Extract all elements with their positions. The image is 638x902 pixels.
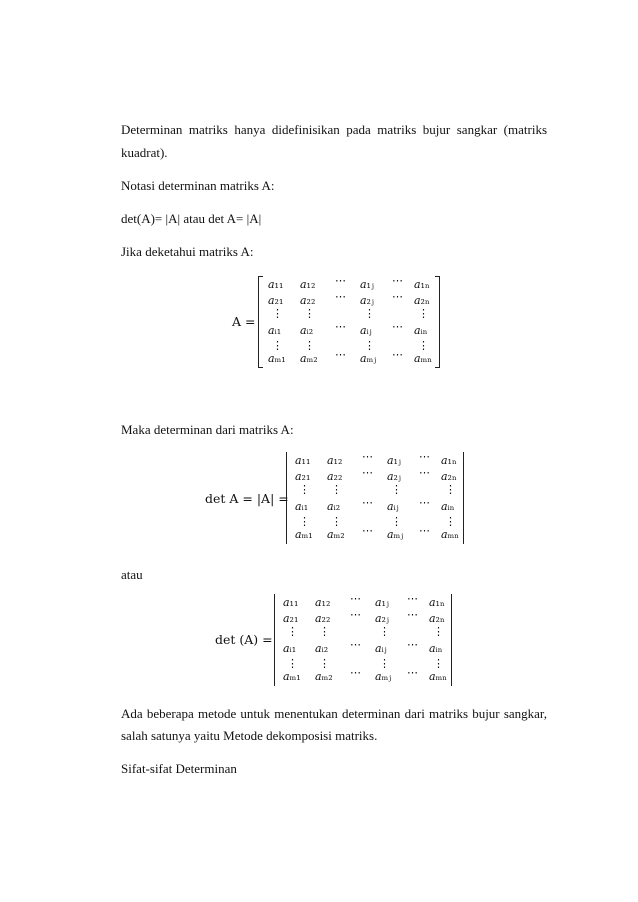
paragraph-methods-line1: Ada beberapa metode untuk menentukan determinan dari matriks bujur sangkar, <box>121 706 547 721</box>
matrix-cell: 𝑎ᵢₙ <box>429 642 443 655</box>
matrix-cell: ⋮ <box>445 515 456 528</box>
matrix-cell: 𝑎₁₂ <box>315 596 331 609</box>
matrix-cell: 𝑎₂ₙ <box>429 612 445 625</box>
matrix-cell: ⋮ <box>418 339 429 352</box>
matrix-cell: 𝑎ₘₙ <box>414 352 433 365</box>
matrix-cell: 𝑎₁₁ <box>283 596 299 609</box>
equation-2-lhs: det A = |A| = <box>205 491 289 506</box>
matrix-cell: 𝑎ᵢ₁ <box>295 500 309 513</box>
equation-3-right-bar <box>451 594 452 686</box>
matrix-cell: ⋯ <box>335 320 347 333</box>
matrix-cell: 𝑎ᵢⱼ <box>387 500 399 513</box>
matrix-cell: 𝑎ₘ₁ <box>295 528 313 541</box>
matrix-cell: 𝑎ₘⱼ <box>387 528 404 541</box>
matrix-cell: 𝑎ₘⱼ <box>375 670 392 683</box>
matrix-cell: 𝑎ᵢₙ <box>414 324 428 337</box>
matrix-cell: ⋯ <box>362 496 374 509</box>
matrix-cell: 𝑎₂₁ <box>295 470 311 483</box>
matrix-cell: 𝑎ₘ₂ <box>327 528 345 541</box>
matrix-cell: 𝑎ₘ₁ <box>268 352 286 365</box>
matrix-cell: ⋮ <box>433 657 444 670</box>
matrix-cell: 𝑎ₘₙ <box>441 528 460 541</box>
matrix-cell: ⋯ <box>335 348 347 361</box>
matrix-cell: 𝑎₂ⱼ <box>360 294 374 307</box>
matrix-cell: 𝑎₁₂ <box>327 454 343 467</box>
matrix-cell: 𝑎₁ₙ <box>429 596 445 609</box>
matrix-cell: ⋮ <box>304 339 315 352</box>
equation-1-matrix <box>262 274 440 368</box>
matrix-cell: ⋮ <box>287 625 298 638</box>
matrix-cell: ⋮ <box>299 483 310 496</box>
matrix-cell: ⋮ <box>391 483 402 496</box>
equation-2-right-bar <box>463 452 464 544</box>
matrix-cell: ⋯ <box>407 638 419 651</box>
matrix-cell: 𝑎ᵢⱼ <box>360 324 372 337</box>
matrix-cell: 𝑎₂ₙ <box>414 294 430 307</box>
matrix-cell: ⋮ <box>287 657 298 670</box>
matrix-cell: 𝑎₂₂ <box>315 612 331 625</box>
paragraph-given-matrix: Jika deketahui matriks A: <box>121 244 254 259</box>
matrix-cell: ⋯ <box>419 450 431 463</box>
matrix-cell: 𝑎₁ⱼ <box>360 278 374 291</box>
equation-2-matrix <box>289 450 467 544</box>
matrix-cell: 𝑎ₘ₂ <box>300 352 318 365</box>
matrix-cell: 𝑎ᵢ₂ <box>300 324 314 337</box>
matrix-cell: ⋯ <box>335 274 347 287</box>
matrix-cell: ⋮ <box>364 307 375 320</box>
matrix-cell: ⋮ <box>304 307 315 320</box>
matrix-cell: 𝑎₂₁ <box>283 612 299 625</box>
equation-1-right-bracket <box>435 276 440 368</box>
matrix-cell: ⋯ <box>350 638 362 651</box>
equation-3-left-bar <box>274 594 275 686</box>
matrix-cell: 𝑎ᵢₙ <box>441 500 455 513</box>
paragraph-or: atau <box>121 567 143 582</box>
matrix-cell: ⋮ <box>391 515 402 528</box>
paragraph-notation: Notasi determinan matriks A: <box>121 178 275 193</box>
matrix-cell: ⋮ <box>445 483 456 496</box>
matrix-cell: 𝑎₁₁ <box>295 454 311 467</box>
matrix-cell: ⋯ <box>392 348 404 361</box>
matrix-cell: ⋮ <box>364 339 375 352</box>
matrix-cell: ⋮ <box>379 657 390 670</box>
paragraph-notation-formula: det(A)= |A| atau det A= |A| <box>121 211 262 226</box>
matrix-cell: ⋯ <box>335 290 347 303</box>
matrix-cell: 𝑎ᵢ₂ <box>327 500 341 513</box>
matrix-cell: ⋯ <box>407 592 419 605</box>
paragraph-methods-line2: salah satunya yaitu Metode dekomposisi matriks. <box>121 728 378 743</box>
equation-3-matrix <box>277 592 455 686</box>
matrix-cell: 𝑎₂₂ <box>327 470 343 483</box>
matrix-cell: ⋯ <box>350 592 362 605</box>
matrix-cell: 𝑎₂₁ <box>268 294 284 307</box>
matrix-cell: 𝑎₂₂ <box>300 294 316 307</box>
equation-1-lhs: A = <box>232 314 256 329</box>
matrix-cell: ⋯ <box>407 608 419 621</box>
paragraph-definition-line2: kuadrat). <box>121 145 168 160</box>
matrix-cell: ⋯ <box>362 524 374 537</box>
matrix-cell: 𝑎₂ⱼ <box>375 612 389 625</box>
paragraph-definition-line1: Determinan matriks hanya didefinisikan pada matriks bujur sangkar (matriks <box>121 122 547 137</box>
matrix-cell: 𝑎ₘ₂ <box>315 670 333 683</box>
matrix-cell: ⋯ <box>407 666 419 679</box>
paragraph-properties-heading: Sifat-sifat Determinan <box>121 761 237 776</box>
matrix-cell: 𝑎₁ⱼ <box>387 454 401 467</box>
matrix-cell: ⋮ <box>331 483 342 496</box>
paragraph-determinant-intro: Maka determinan dari matriks A: <box>121 422 294 437</box>
matrix-cell: ⋮ <box>433 625 444 638</box>
matrix-cell: ⋮ <box>331 515 342 528</box>
matrix-cell: 𝑎ₘ₁ <box>283 670 301 683</box>
matrix-cell: 𝑎₁₁ <box>268 278 284 291</box>
matrix-cell: 𝑎₁₂ <box>300 278 316 291</box>
matrix-cell: ⋯ <box>350 666 362 679</box>
matrix-cell: ⋯ <box>362 450 374 463</box>
matrix-cell: 𝑎ᵢⱼ <box>375 642 387 655</box>
matrix-cell: ⋯ <box>392 320 404 333</box>
matrix-cell: ⋮ <box>272 339 283 352</box>
matrix-cell: ⋮ <box>319 625 330 638</box>
matrix-cell: 𝑎ᵢ₁ <box>283 642 297 655</box>
matrix-cell: 𝑎ₘₙ <box>429 670 448 683</box>
matrix-cell: 𝑎₁ₙ <box>414 278 430 291</box>
matrix-cell: 𝑎₂ₙ <box>441 470 457 483</box>
matrix-cell: ⋮ <box>379 625 390 638</box>
matrix-cell: 𝑎ᵢ₂ <box>315 642 329 655</box>
matrix-cell: ⋮ <box>319 657 330 670</box>
matrix-cell: ⋯ <box>419 496 431 509</box>
equation-3-lhs: det (A) = <box>215 632 273 647</box>
matrix-cell: ⋮ <box>272 307 283 320</box>
matrix-cell: 𝑎₂ⱼ <box>387 470 401 483</box>
matrix-cell: ⋯ <box>350 608 362 621</box>
equation-2-left-bar <box>286 452 287 544</box>
matrix-cell: 𝑎₁ₙ <box>441 454 457 467</box>
matrix-cell: ⋮ <box>299 515 310 528</box>
matrix-cell: 𝑎ₘⱼ <box>360 352 377 365</box>
matrix-cell: ⋯ <box>419 466 431 479</box>
matrix-cell: ⋯ <box>362 466 374 479</box>
matrix-cell: 𝑎ᵢ₁ <box>268 324 282 337</box>
matrix-cell: ⋯ <box>392 274 404 287</box>
matrix-cell: 𝑎₁ⱼ <box>375 596 389 609</box>
matrix-cell: ⋮ <box>418 307 429 320</box>
matrix-cell: ⋯ <box>392 290 404 303</box>
matrix-cell: ⋯ <box>419 524 431 537</box>
